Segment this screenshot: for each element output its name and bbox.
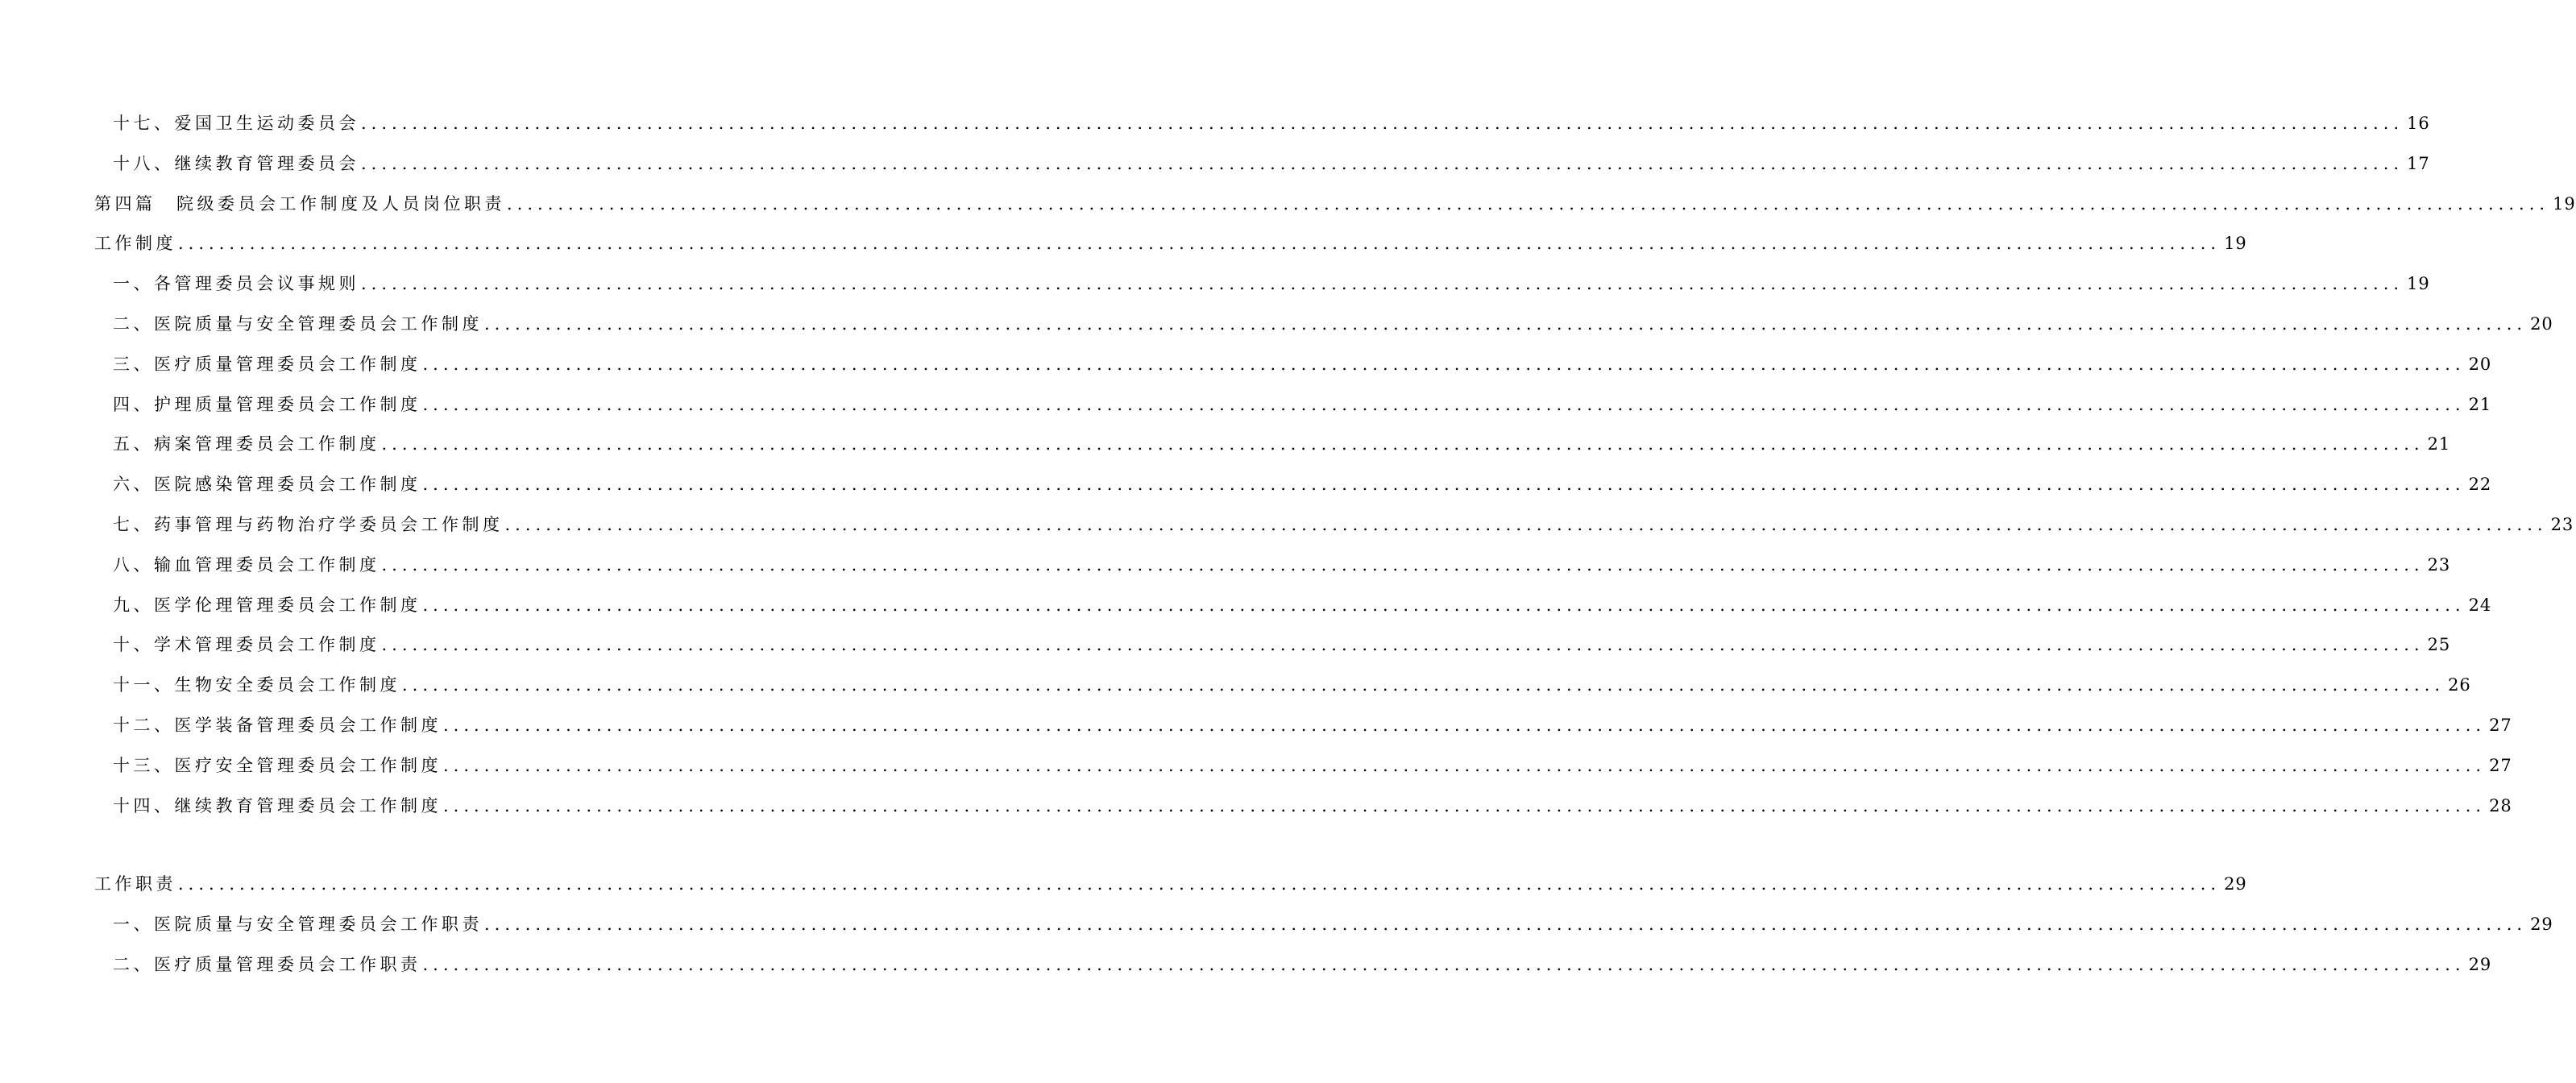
toc-entry-page: 27 <box>2489 755 2512 775</box>
toc-entry <box>113 508 2574 537</box>
toc-dot-leader: ........................................................................................................................................................................................................ <box>381 434 2425 454</box>
toc-entry <box>94 226 2247 255</box>
toc-dot-leader: ........................................................................................................................................................................................................ <box>504 515 2548 534</box>
toc-entry-page: 25 <box>2427 635 2451 655</box>
toc-entry <box>113 668 2471 697</box>
toc-entry-title: 十一、生物安全委员会工作制度 <box>113 675 400 695</box>
toc-entry <box>113 307 2553 336</box>
toc-entry-title: 五、病案管理委员会工作制度 <box>113 434 380 454</box>
toc-entry-title: 十四、继续教育管理委员会工作制度 <box>113 795 442 815</box>
toc-entry <box>113 267 2430 296</box>
toc-entry-page: 17 <box>2407 153 2430 173</box>
toc-entry-title: 四、护理质量管理委员会工作制度 <box>113 394 421 414</box>
toc-entry <box>113 347 2492 376</box>
toc-entry <box>113 467 2492 496</box>
toc-dot-leader: ........................................................................................................................................................................................................ <box>484 314 2528 334</box>
toc-entry-page: 19 <box>2553 193 2576 214</box>
toc-entry-page: 16 <box>2407 114 2430 133</box>
toc-dot-leader: ........................................................................................................................................................................................................ <box>484 915 2528 934</box>
toc-entry-page: 26 <box>2448 675 2471 695</box>
toc-entry-title: 工作制度 <box>94 234 176 254</box>
toc-dot-leader: ........................................................................................................................................................................................................ <box>361 153 2404 173</box>
toc-entry-title: 六、医院感染管理委员会工作制度 <box>113 475 421 495</box>
toc-dot-leader: ........................................................................................................................................................................................................ <box>422 394 2466 414</box>
toc-entry <box>113 548 2451 577</box>
toc-entry-page: 28 <box>2489 795 2512 815</box>
toc-entry <box>113 948 2492 977</box>
toc-entry-page: 29 <box>2224 874 2247 894</box>
toc-entry <box>94 867 2247 896</box>
toc-dot-leader: ........................................................................................................................................................................................................ <box>422 475 2466 495</box>
toc-entry-title: 十二、医学装备管理委员会工作制度 <box>113 716 442 735</box>
toc-entry-page: 29 <box>2468 955 2492 974</box>
toc-entry-title: 工作职责 <box>94 874 176 894</box>
toc-entry <box>113 628 2451 657</box>
toc-dot-leader: ........................................................................................................................................................................................................ <box>507 193 2550 214</box>
toc-dot-leader: ........................................................................................................................................................................................................ <box>178 874 2221 894</box>
toc-entry-page: 24 <box>2468 595 2492 615</box>
toc-entry-title: 一、医院质量与安全管理委员会工作职责 <box>113 915 483 934</box>
toc-entry-page: 23 <box>2550 515 2574 534</box>
toc-entry-title: 十七、爱国卫生运动委员会 <box>113 114 359 133</box>
toc-dot-leader: ........................................................................................................................................................................................................ <box>422 354 2466 374</box>
toc-entry-page: 27 <box>2489 716 2512 735</box>
toc-entry-title: 九、医学伦理管理委员会工作制度 <box>113 595 421 615</box>
toc-dot-leader: ........................................................................................................................................................................................................ <box>402 675 2445 695</box>
toc-dot-leader: ........................................................................................................................................................................................................ <box>443 716 2487 735</box>
toc-entry-title: 十三、医疗安全管理委员会工作制度 <box>113 755 442 775</box>
toc-entry-title: 十、学术管理委员会工作制度 <box>113 635 380 655</box>
toc-entry-page: 22 <box>2468 475 2492 495</box>
toc-entry <box>113 427 2451 456</box>
toc-entry-page: 21 <box>2468 394 2492 414</box>
toc-entry <box>113 388 2492 417</box>
toc-entry <box>113 147 2430 176</box>
toc-entry-title: 第四篇 院级委员会工作制度及人员岗位职责 <box>94 193 505 214</box>
toc-entry-page: 19 <box>2224 234 2247 254</box>
toc-entry <box>113 789 2512 818</box>
toc-entry <box>94 187 2576 216</box>
toc-entry <box>113 106 2430 135</box>
toc-entry-page: 20 <box>2530 314 2553 334</box>
toc-dot-leader: ........................................................................................................................................................................................................ <box>381 554 2425 575</box>
toc-entry-title: 三、医疗质量管理委员会工作制度 <box>113 354 421 374</box>
toc-entry-title: 一、各管理委员会议事规则 <box>113 274 359 294</box>
toc-entry-page: 19 <box>2407 274 2430 294</box>
toc-entry-title: 八、输血管理委员会工作制度 <box>113 554 380 575</box>
toc-entry-page: 23 <box>2427 554 2451 575</box>
toc-dot-leader: ........................................................................................................................................................................................................ <box>443 755 2487 775</box>
toc-dot-leader: ........................................................................................................................................................................................................ <box>422 955 2466 974</box>
toc-dot-leader: ........................................................................................................................................................................................................ <box>361 114 2404 133</box>
toc-dot-leader: ........................................................................................................................................................................................................ <box>361 274 2404 294</box>
toc-dot-leader: ........................................................................................................................................................................................................ <box>178 234 2221 254</box>
toc-entry-title: 二、医疗质量管理委员会工作职责 <box>113 955 421 974</box>
toc-dot-leader: ........................................................................................................................................................................................................ <box>443 795 2487 815</box>
toc-entry-title: 十八、继续教育管理委员会 <box>113 153 359 173</box>
toc-dot-leader: ........................................................................................................................................................................................................ <box>381 635 2425 655</box>
toc-dot-leader: ........................................................................................................................................................................................................ <box>422 595 2466 615</box>
toc-entry-page: 21 <box>2427 434 2451 454</box>
toc-entry <box>113 907 2553 936</box>
toc-entry-page: 29 <box>2530 915 2553 934</box>
toc-entry <box>113 708 2512 737</box>
toc-entry <box>113 749 2512 778</box>
toc-entry-title: 二、医院质量与安全管理委员会工作制度 <box>113 314 483 334</box>
toc-entry-title: 七、药事管理与药物治疗学委员会工作制度 <box>113 515 504 534</box>
toc-entry-page: 20 <box>2468 354 2492 374</box>
toc-entry <box>113 588 2492 617</box>
